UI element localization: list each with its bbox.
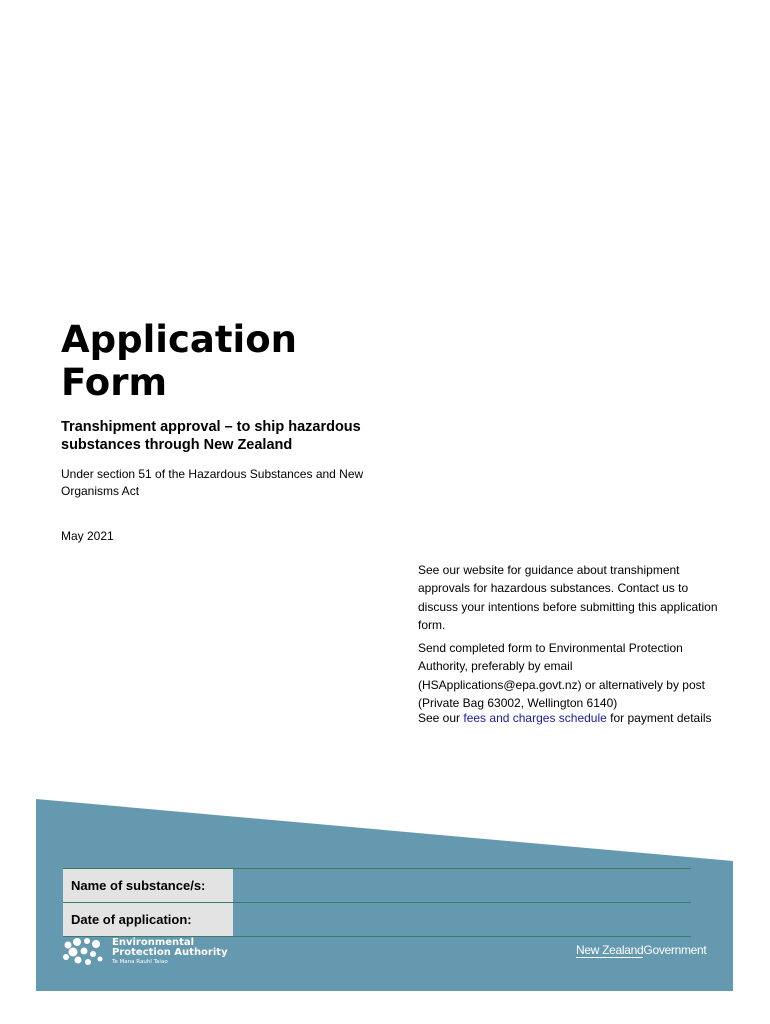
guidance-text: See our website for guidance about transhipment approvals for hazardous substances. Contact us to discuss your intentions before submitting this application form. [418, 563, 718, 632]
act-reference: Under section 51 of the Hazardous Substances and New Organisms Act [61, 467, 364, 498]
form-subtitle: Transhipment approval – to ship hazardous substances through New Zealand [61, 419, 361, 453]
fees-prefix: See our [418, 711, 464, 726]
substance-input[interactable] [233, 869, 691, 902]
submission-text: Send completed form to Environmental Protection Authority, preferably by email (HSApplications@epa.govt.nz) or alternatively by post (Private Bag 63002, Wellington 6140) [418, 641, 705, 711]
fees-schedule-link[interactable]: fees and charges schedule [463, 711, 607, 726]
nz-gov-part-1: New Zealand [576, 943, 644, 957]
epa-logo-icon [62, 937, 104, 967]
substance-label: Name of substance/s: [63, 869, 233, 902]
publication-date: May 2021 [61, 529, 114, 543]
title-line-1: Application [61, 318, 298, 361]
date-row [63, 903, 691, 937]
date-input[interactable] [233, 903, 691, 936]
substance-row [63, 869, 691, 903]
fees-suffix: for payment details [606, 711, 712, 726]
epa-wordmark [112, 938, 228, 966]
epa-maori-name: Te Mana Rauhī Taiao [112, 959, 168, 965]
title-line-2: Form [61, 361, 167, 404]
epa-logo [62, 937, 228, 967]
epa-line-2: Protection Authority [112, 947, 228, 958]
nz-gov-part-2: Government [643, 943, 707, 957]
epa-line-1: Environmental [112, 937, 195, 948]
nz-government-logo [576, 943, 706, 957]
date-label: Date of application: [63, 903, 233, 936]
applicant-fields [63, 868, 691, 937]
